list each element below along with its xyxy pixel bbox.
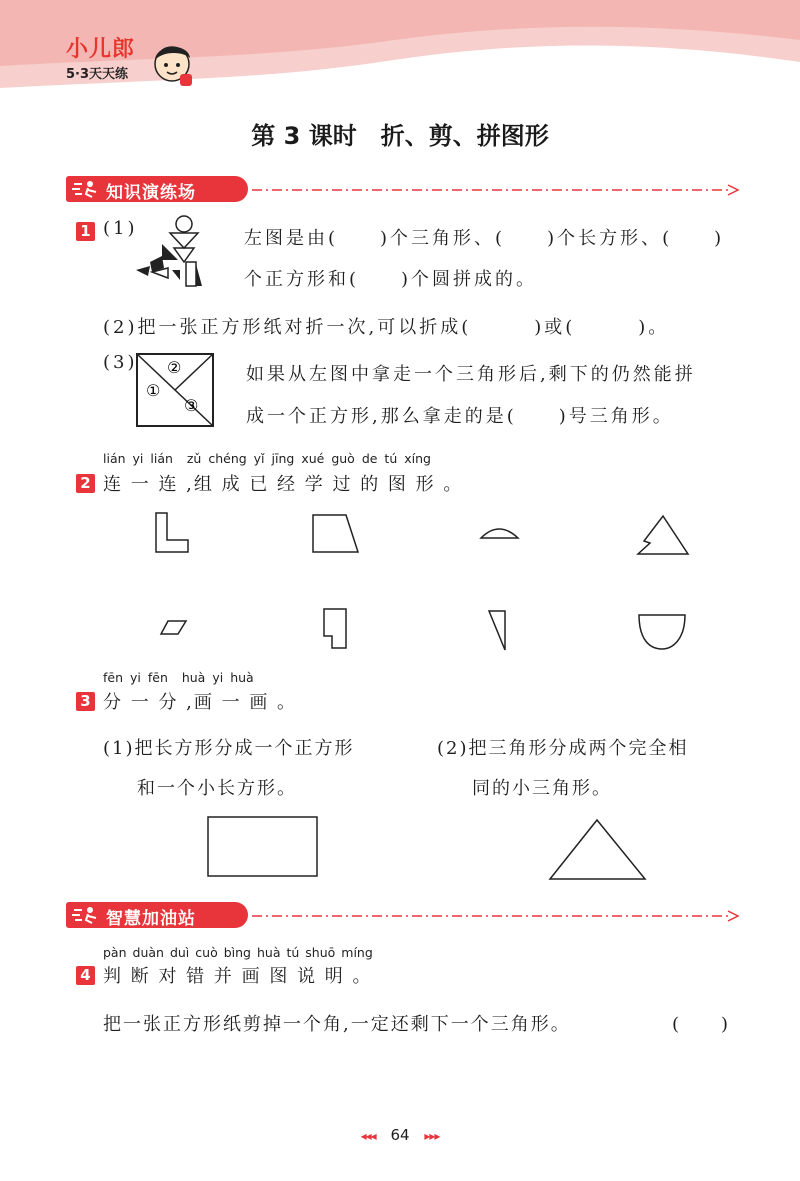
l-shape[interactable]: [155, 512, 191, 554]
rectangle-drawing-area[interactable]: [207, 816, 319, 878]
q3-part1-line2: 和一个小长方形。: [137, 778, 297, 799]
q1-part1-label: (1): [103, 218, 138, 239]
q3-pinyin: fēn yi fēn huà yi huà: [103, 670, 254, 685]
right-arrows-icon: ▸▸▸: [424, 1129, 440, 1143]
semicircle-cap-shape[interactable]: [480, 524, 520, 540]
q1-part3-label: (3): [103, 352, 138, 373]
parallelogram-shape[interactable]: [160, 620, 188, 636]
section-dashed-arrow: [252, 183, 742, 197]
runner-icon: [72, 906, 98, 924]
triangle-drawing-area[interactable]: [548, 818, 648, 882]
section-label: 知识演练场: [106, 183, 196, 203]
q4-answer-blank[interactable]: ( ): [672, 1014, 731, 1035]
triangle-notched-shape[interactable]: [636, 515, 690, 557]
q3-part1-line1: (1)把长方形分成一个正方形: [103, 738, 355, 759]
q4-instruction: 判 断 对 错 并 画 图 说 明 。: [103, 966, 373, 987]
q3-part2-line1: (2)把三角形分成两个完全相: [437, 738, 689, 759]
section-banner-wisdom: [66, 902, 766, 928]
small-l-shape[interactable]: [320, 608, 350, 650]
section-banner-knowledge: [66, 176, 766, 202]
question-number-1: 1: [76, 222, 95, 241]
q1-part1-line1: 左图是由( )个三角形、( )个长方形、( ): [244, 228, 725, 249]
series-label: 5·3天天练: [66, 67, 129, 82]
q1-part1-line2: 个正方形和( )个圆拼成的。: [244, 269, 538, 290]
page-number-footer: [0, 1126, 800, 1144]
mascot-icon: [150, 38, 198, 90]
left-arrows-icon: ◂◂◂: [360, 1129, 376, 1143]
question-number-2: 2: [76, 474, 95, 493]
semicircle-notched-shape[interactable]: [638, 612, 688, 652]
triangle-label-3: ③: [184, 396, 199, 415]
q1-part3-line1: 如果从左图中拿走一个三角形后,剩下的仍然能拼: [246, 364, 696, 385]
brand-logo: 小儿郎: [66, 37, 136, 62]
triangle-label-2: ②: [167, 358, 182, 377]
q2-instruction: 连 一 连 ,组 成 已 经 学 过 的 图 形 。: [103, 474, 464, 495]
page-number: 64: [390, 1126, 410, 1144]
question-number-3: 3: [76, 692, 95, 711]
right-triangle-shape[interactable]: [488, 610, 508, 652]
q2-pinyin: lián yi lián zǔ chéng yǐ jīng xué guò de tú xíng: [103, 451, 431, 466]
q4-statement: 把一张正方形纸剪掉一个角,一定还剩下一个三角形。: [103, 1014, 571, 1035]
q3-instruction: 分 一 分 ,画 一 画 。: [103, 692, 298, 713]
q1-part2: (2)把一张正方形纸对折一次,可以折成( )或( )。: [103, 317, 670, 338]
q4-pinyin: pàn duàn duì cuò bìng huà tú shuō míng: [103, 945, 373, 960]
square-triangles-figure: [136, 353, 216, 429]
section-label: 智慧加油站: [106, 909, 196, 929]
section-dashed-arrow: [252, 909, 742, 923]
tangram-figure: [132, 214, 214, 290]
runner-icon: [72, 180, 98, 198]
question-number-4: 4: [76, 966, 95, 985]
trapezoid-shape[interactable]: [312, 514, 360, 554]
q3-part2-line2: 同的小三角形。: [472, 778, 612, 799]
page-title: 第 3 课时 折、剪、拼图形: [251, 122, 549, 150]
q1-part3-line2: 成一个正方形,那么拿走的是( )号三角形。: [246, 406, 674, 427]
triangle-label-1: ①: [146, 381, 161, 400]
